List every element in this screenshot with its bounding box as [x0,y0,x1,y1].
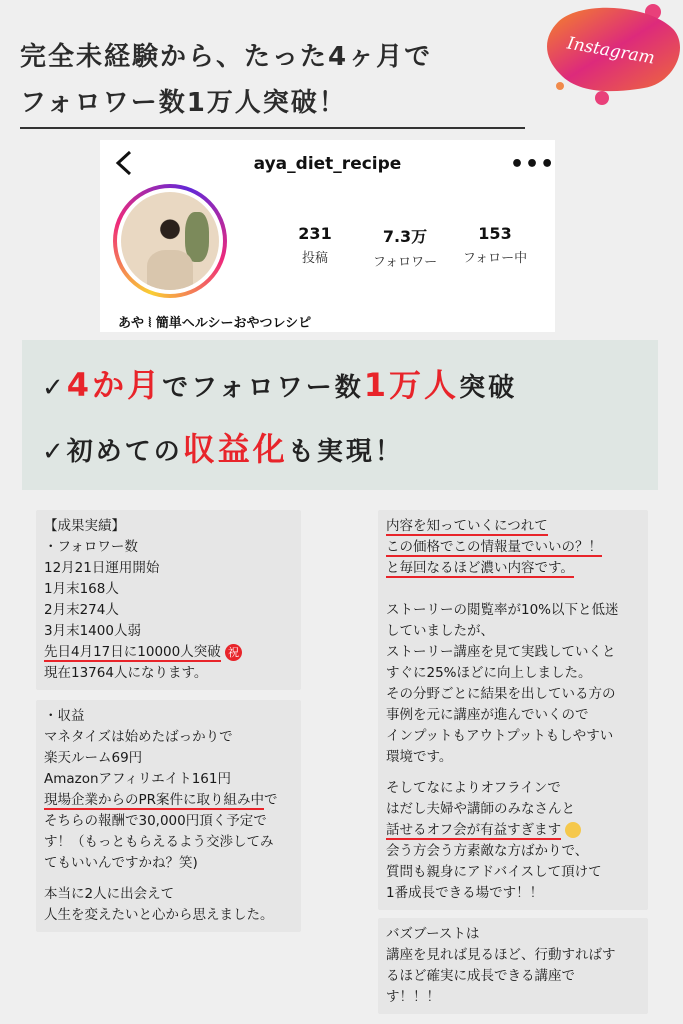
check-mark-icon: ✓ [42,373,67,403]
celebrate-badge-icon: 祝 [225,644,242,661]
profile-bio: あや ⦚ 簡単ヘルシーおやつレシピ [118,316,312,331]
banner-text: 突破 [459,373,518,403]
card-line [44,790,293,811]
card-line: 現在13764人になります。 [44,665,208,681]
stat-posts-label: 投稿 [301,251,328,266]
banner-line-1 [42,360,517,406]
avatar [117,188,223,294]
smile-emoji-icon [565,822,581,838]
card-line: てもいいんですかね？笑) [44,855,198,871]
banner-highlight-months: 4か月 [66,366,163,404]
stat-following-value: 153 [478,224,512,243]
card-line [386,558,640,579]
banner-text: も実現！ [287,437,404,467]
instagram-profile-card [100,140,555,332]
card-line: Amazonアフィリエイト161円 [44,771,231,787]
banner-text: ✓初めての [42,437,183,467]
profile-username: aya_diet_recipe [253,154,402,174]
stat-posts-value: 231 [298,224,332,243]
avatar-photo [121,192,219,290]
headline-line-2: フォロワー数1万人突破！ [20,88,347,118]
card-line [386,516,640,537]
testimonial-card-offline [378,772,648,910]
testimonial-card-buzzboost [378,918,648,1014]
stat-followers[interactable] [360,224,450,270]
banner-text: でフォロワー数 [162,373,364,403]
card-line: ストーリーの閲覧率が10%以下と低迷 [386,602,619,618]
card-text: で [264,792,278,808]
underlined-text: 現場企業からのPR案件に取り組み中 [44,792,265,808]
card-line: すぐに25%ほどに向上しました。 [386,665,592,681]
card-line: 12月21日運用開始 [44,560,160,576]
headline [20,34,520,126]
card-line: 事例を元に講座が進んでいくので [386,707,589,723]
card-line [386,820,640,841]
card-line: していましたが、 [386,623,494,639]
card-line: そちらの報酬で30,000円頂く予定で [44,813,267,829]
avatar-story-ring[interactable] [113,184,227,298]
testimonial-card-content [378,510,648,774]
testimonial-card-revenue [36,700,301,880]
banner-line-2 [42,424,404,470]
card-line: 3月末1400人弱 [44,623,141,639]
more-options-icon[interactable]: ••• [510,152,556,177]
card-line: 講座を見れば見るほど、行動すればす [386,947,616,963]
testimonial-card-gratitude [36,878,301,932]
card-line: ストーリー講座を見て実践していくと [386,644,616,660]
banner-highlight-monetize: 収益化 [182,430,288,468]
headline-divider [20,127,525,129]
stat-followers-value: 7.3万 [382,227,428,246]
card-line: ・収益 [44,708,85,724]
stat-posts[interactable] [270,224,360,270]
underlined-text: 先日4月17日に10000人突破 [44,644,221,660]
card-line [386,537,640,558]
card-line: インプットもアウトプットもしやすい [386,728,614,744]
testimonial-card-results [36,510,301,690]
card-line: はだし夫婦や講師のみなさんと [386,801,575,817]
underlined-text: と毎回なるほど濃い内容です。 [386,560,574,576]
card-line: す！（もっともらえるよう交渉してみ [44,834,274,850]
instagram-logo [540,0,683,110]
card-line: バズブーストは [386,926,480,942]
underlined-text: 話せるオフ会が有益すぎます [386,822,562,838]
card-line: 質問も親身にアドバイスして頂けて [386,864,602,880]
profile-stats [270,224,540,270]
card-line: 環境です。 [386,749,453,765]
card-line: 2月末274人 [44,602,119,618]
headline-line-1: 完全未経験から、たった4ヶ月で [20,42,433,72]
card-line: 本当に2人に出会えて [44,886,175,902]
card-line: 1番成長できる場です！！ [386,885,544,901]
instagram-logo-text: Instagram [565,33,657,69]
banner-highlight-followers: 1万人 [363,366,460,404]
stat-followers-label: フォロワー [372,255,438,270]
card-line: 1月末168人 [44,581,119,597]
card-line: マネタイズは始めたばっかりで [44,729,233,745]
card-line: その分野ごとに結果を出している方の [386,686,616,702]
card-line: そしてなによりオフラインで [386,780,561,796]
stat-following[interactable] [450,224,540,270]
achievement-banner [22,340,658,490]
card-line: 会う方会う方素敵な方ばかりで、 [386,843,589,859]
card-line [44,642,293,663]
card-line: 【成果実績】 [44,518,125,534]
card-line: す！！！ [386,989,440,1005]
card-line: ・フォロワー数 [44,539,138,555]
underlined-text: この価格でこの情報量でいいの？！ [386,539,602,555]
card-line: 楽天ルーム69円 [44,750,143,766]
underlined-text: 内容を知っていくにつれて [386,518,548,534]
card-line: るほど確実に成長できる講座で [386,968,575,984]
card-line: 人生を変えたいと心から思えました。 [44,907,274,923]
card-line [386,579,640,600]
stat-following-label: フォロー中 [462,251,528,266]
